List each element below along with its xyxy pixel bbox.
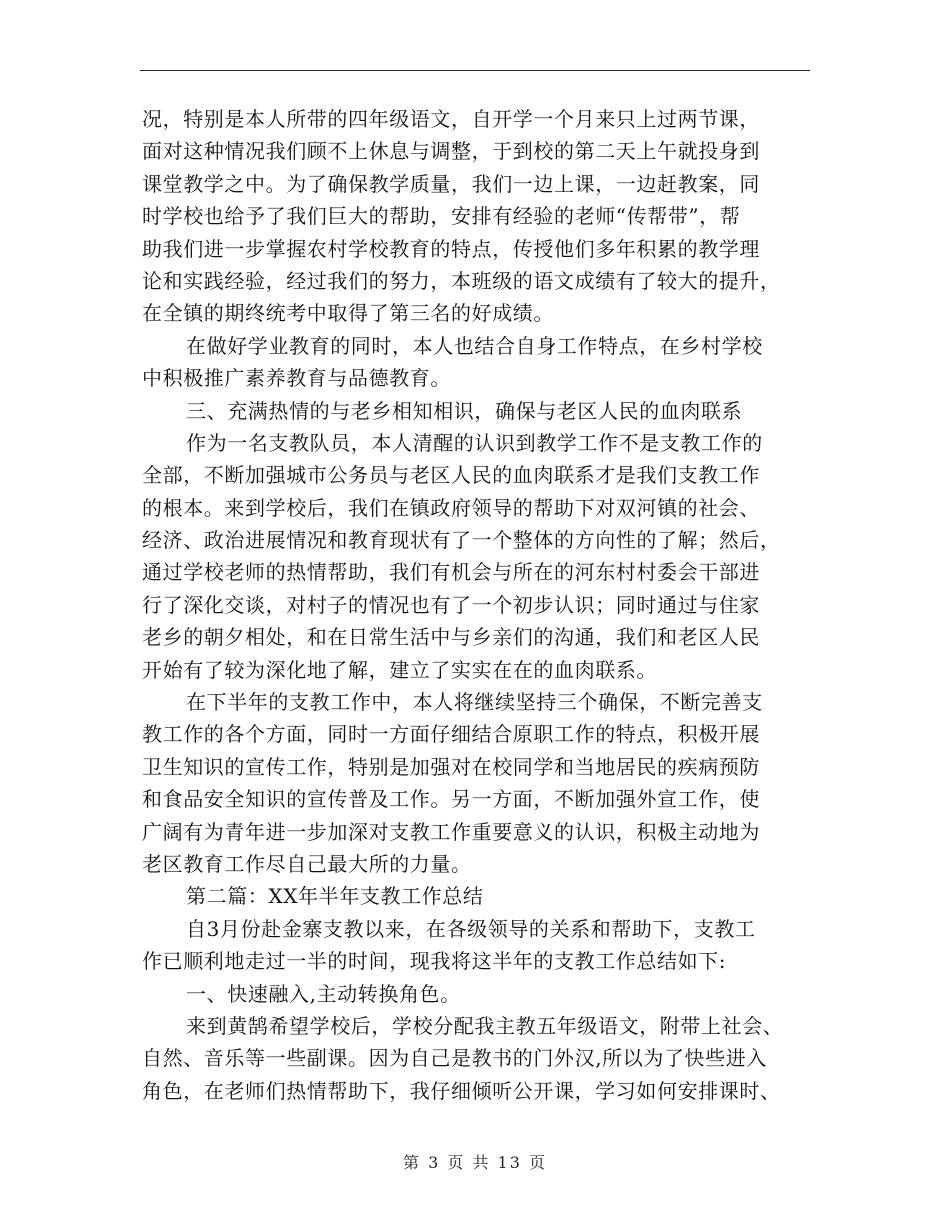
- text-line-content: 况，特别是本人所带的四年级语文，自开学一个月来只上过两节课，: [142, 107, 760, 131]
- text-line: [142, 135, 812, 167]
- text-line-content: 作为一名支教队员，本人清醒的认识到教学工作不是支教工作的: [186, 430, 763, 455]
- text-line-content: 全部，不断加强城市公务员与老区人民的血肉联系才是我们支教工作: [142, 463, 760, 488]
- text-line-content: 作已顺利地走过一半的时间，现我将这半年的支教工作总结如下:: [142, 949, 727, 974]
- page-footer: [0, 1150, 950, 1173]
- text-line-content: 自然、音乐等一些副课。因为自己是教书的门外汉,所以为了快些进入: [142, 1046, 767, 1071]
- text-line: [142, 265, 812, 297]
- text-line: [142, 654, 812, 686]
- text-line-content: 助我们进一步掌握农村学校教育的特点，传授他们多年积累的教学理: [142, 236, 760, 261]
- text-line: [142, 524, 812, 556]
- text-line-content: 老区教育工作尽自己最大所的力量。: [142, 851, 472, 876]
- text-line: [142, 621, 812, 653]
- text-line: [142, 880, 812, 912]
- text-line: [142, 330, 812, 362]
- text-line: [142, 783, 812, 815]
- text-line: [142, 297, 812, 329]
- text-line: [142, 200, 812, 232]
- text-line: [142, 718, 812, 750]
- text-line-content: 老乡的朝夕相处，和在日常生活中与乡亲们的沟通，我们和老区人民: [142, 625, 760, 650]
- text-line: [142, 427, 812, 459]
- header-rule: [140, 70, 810, 71]
- text-line: [142, 1042, 812, 1074]
- text-line-content: 面对这种情况我们顾不上休息与调整，于到校的第二天上午就投身到: [142, 139, 760, 164]
- text-line-content: 经济、政治进展情况和教育现状有了一个整体的方向性的了解；然后，: [142, 528, 781, 553]
- text-line-content: 开始有了较为深化地了解，建立了实实在在的血肉联系。: [142, 657, 657, 682]
- text-line-content: 的根本。来到学校后，我们在镇政府领导的帮助下对双河镇的社会、: [142, 495, 760, 520]
- text-line: [142, 848, 812, 880]
- text-line-content: 和食品安全知识的宣传普及工作。另一方面，不断加强外宣工作，使: [142, 787, 760, 812]
- text-line: [142, 233, 812, 265]
- text-line: [142, 1010, 812, 1042]
- text-line: [142, 168, 812, 200]
- text-line: [142, 1075, 812, 1107]
- text-line: [142, 459, 812, 491]
- text-line: [142, 978, 812, 1010]
- text-line-content: 三、充满热情的与老乡相知相识，确保与老区人民的血肉联系: [186, 398, 743, 423]
- text-line: [142, 492, 812, 524]
- text-line-content: 时学校也给予了我们巨大的帮助，安排有经验的老师“传帮带”，帮: [142, 204, 741, 229]
- text-line-content: 卫生知识的宣传工作，特别是加强对在校同学和当地居民的疾病预防: [142, 754, 760, 779]
- text-line: [142, 816, 812, 848]
- text-line-content: 通过学校老师的热情帮助，我们有机会与所在的河东村村委会干部进: [142, 560, 760, 585]
- text-line-content: 广阔有为青年进一步加深对支教工作重要意义的认识，积极主动地为: [142, 819, 760, 844]
- text-line-content: 中积极推广素养教育与品德教育。: [142, 366, 451, 391]
- text-line-content: 一、快速融入,主动转换角色。: [186, 981, 461, 1006]
- text-line-content: 课堂教学之中。为了确保教学质量，我们一边上课，一边赶教案，同: [142, 171, 760, 196]
- text-line: [142, 751, 812, 783]
- text-line-content: 行了深化交谈，对村子的情况也有了一个初步认识；同时通过与住家: [142, 592, 760, 617]
- text-line: [142, 395, 812, 427]
- text-line: [142, 103, 812, 135]
- text-line-content: 角色，在老师们热情帮助下，我仔细倾听公开课，学习如何安排课时、: [142, 1078, 781, 1103]
- text-line-content: 自3月份赴金寨支教以来，在各级领导的关系和帮助下，支教工: [186, 916, 756, 941]
- page-number-label: 第 3 页 共 13 页: [403, 1153, 547, 1172]
- text-line: [142, 913, 812, 945]
- text-line-content: 在下半年的支教工作中，本人将继续坚持三个确保，不断完善支: [186, 690, 763, 715]
- text-line: [142, 686, 812, 718]
- text-line: [142, 589, 812, 621]
- text-line-content: 来到黄鹄希望学校后，学校分配我主教五年级语文，附带上社会、: [186, 1013, 784, 1038]
- text-line-content: 论和实践经验，经过我们的努力，本班级的语文成绩有了较大的提升，: [142, 268, 781, 293]
- text-line-content: 在做好学业教育的同时，本人也结合自身工作特点，在乡村学校: [186, 333, 763, 358]
- document-body: [142, 103, 812, 1107]
- text-line-content: 在全镇的期终统考中取得了第三名的好成绩。: [142, 301, 554, 326]
- text-line-content: 教工作的各个方面，同时一方面仔细结合原职工作的特点，积极开展: [142, 722, 760, 747]
- text-line-content: 第二篇：XX年半年支教工作总结: [186, 884, 484, 909]
- text-line: [142, 362, 812, 394]
- text-line: [142, 556, 812, 588]
- text-line: [142, 945, 812, 977]
